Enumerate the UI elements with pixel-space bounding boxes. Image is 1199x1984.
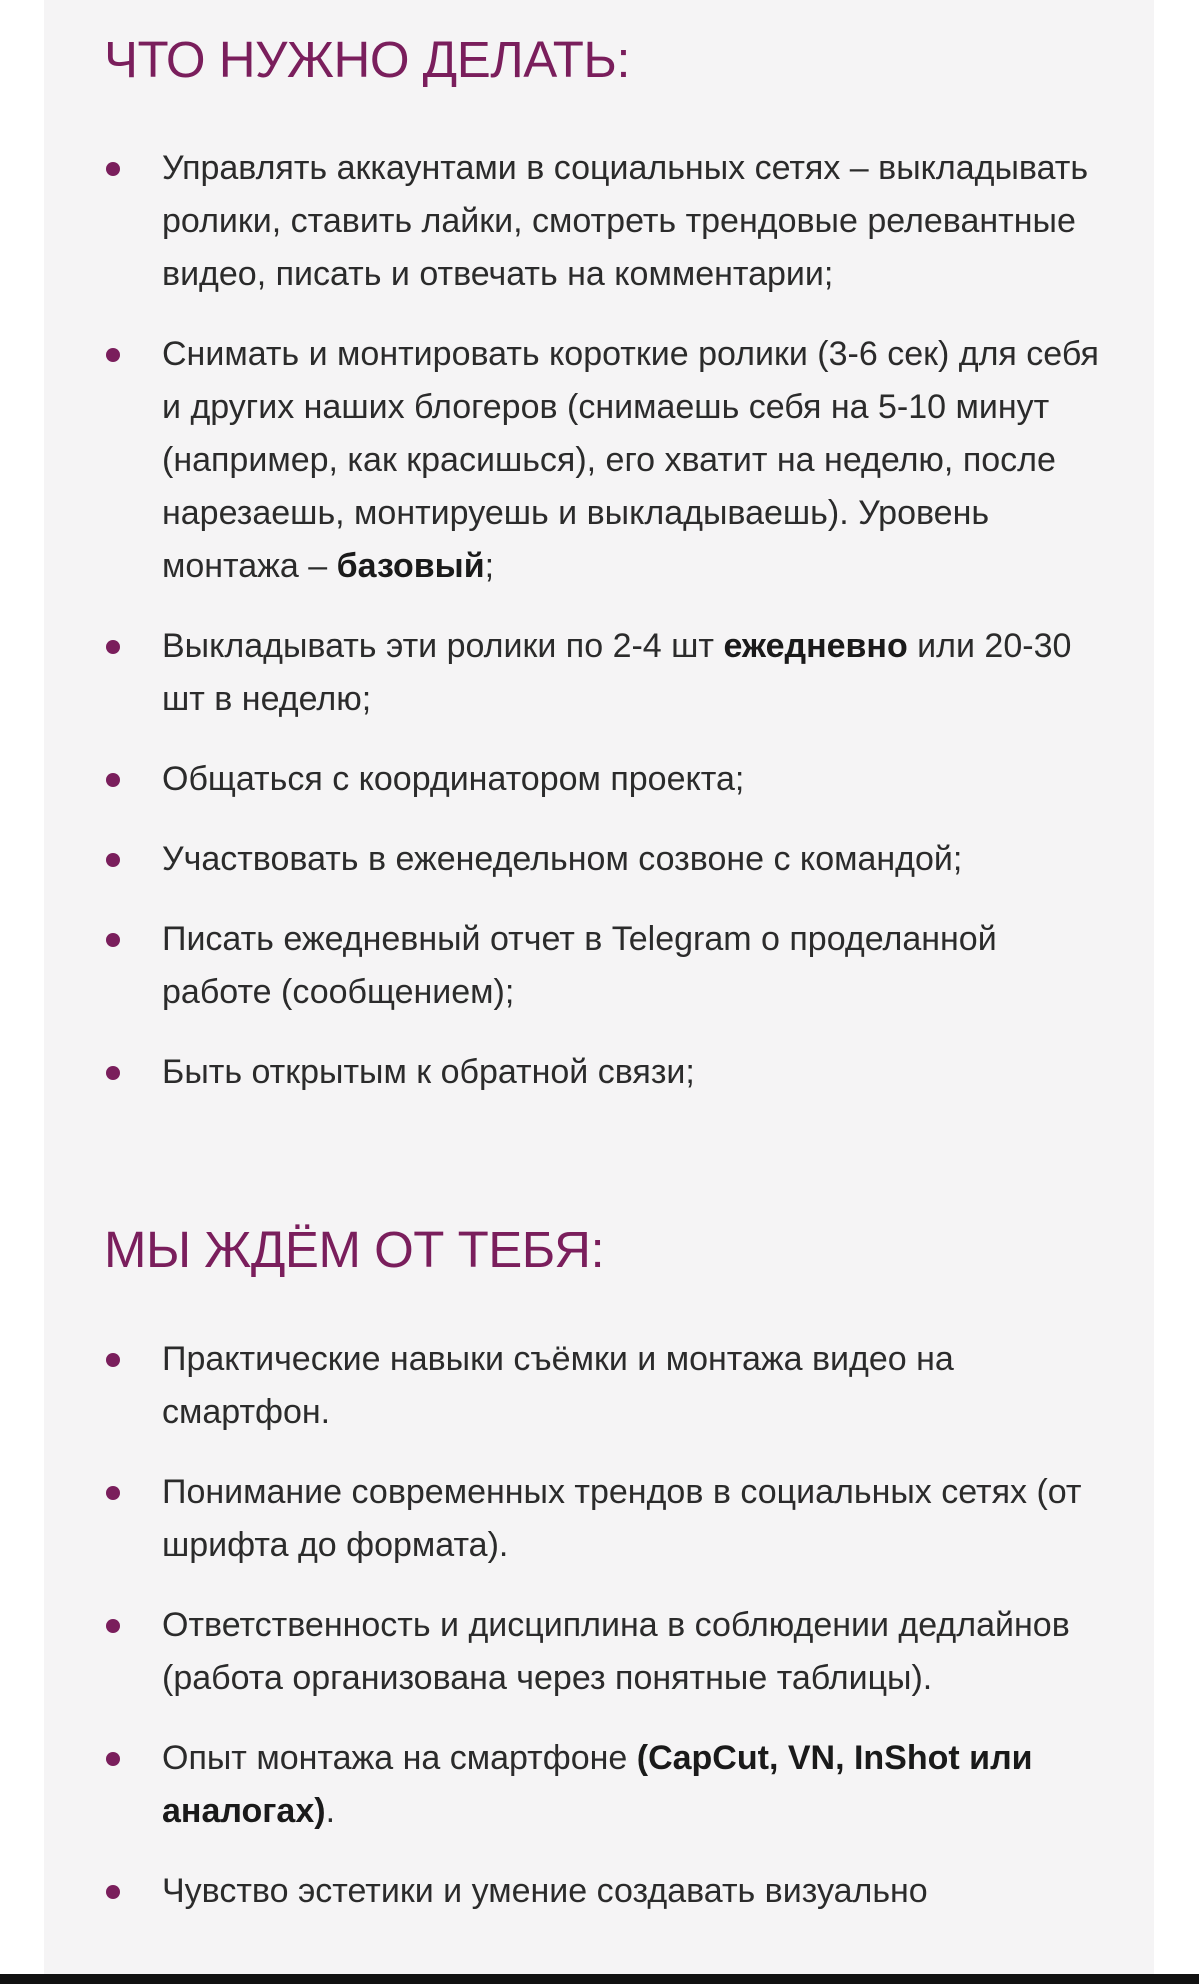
list-item-text: Опыт монтажа на смартфоне: [162, 1739, 637, 1777]
list-item-text-tail: .: [325, 1792, 336, 1830]
section-heading-requirements: МЫ ЖДЁМ ОТ ТЕБЯ:: [104, 1221, 605, 1278]
list-item-text: Понимание современных трендов в социальных сетях (от шрифта до формата).: [162, 1473, 1082, 1564]
bullet-dot-icon: [106, 162, 120, 176]
bullet-dot-icon: [106, 1066, 120, 1080]
bullet-dot-icon: [106, 1486, 120, 1500]
requirements-list: [104, 1333, 1114, 1918]
bullet-dot-icon: [106, 1885, 120, 1899]
duties-list: [104, 142, 1114, 1099]
bullet-dot-icon: [106, 1353, 120, 1367]
list-item: [104, 1865, 1114, 1918]
bullet-dot-icon: [106, 1752, 120, 1766]
list-item: [104, 1732, 1114, 1838]
list-item: [104, 620, 1114, 726]
list-item: [104, 1046, 1114, 1099]
list-item-emphasis: ежедневно: [723, 627, 908, 665]
list-item: [104, 1599, 1114, 1705]
list-item-text: Управлять аккаунтами в социальных сетях – выкладывать ролики, ставить лайки, смотреть трендовые релевантные видео, писать и отвечать на комментарии;: [162, 149, 1089, 293]
list-item: [104, 328, 1114, 593]
list-item-text-tail: или 20-30 шт в неделю;: [162, 627, 1072, 718]
list-item-emphasis: базовый: [336, 547, 485, 585]
list-item-text: Общаться с координатором проекта;: [162, 760, 745, 798]
bullet-dot-icon: [106, 640, 120, 654]
bullet-dot-icon: [106, 1619, 120, 1633]
list-item: [104, 1466, 1114, 1572]
list-item-text: Практические навыки съёмки и монтажа видео на смартфон.: [162, 1340, 954, 1431]
section-requirements: [104, 1210, 1114, 1945]
list-item: [104, 833, 1114, 886]
list-item-emphasis: (CapCut, VN, InShot или аналогах): [162, 1739, 1033, 1830]
list-item-text: Писать ежедневный отчет в Telegram о проделанной работе (сообщением);: [162, 920, 997, 1011]
list-item: [104, 142, 1114, 301]
bullet-dot-icon: [106, 348, 120, 362]
list-item-text: Участвовать в еженедельном созвоне с командой;: [162, 840, 963, 878]
bullet-dot-icon: [106, 933, 120, 947]
bottom-edge-bar: [0, 1974, 1199, 1984]
list-item-text: Быть открытым к обратной связи;: [162, 1053, 695, 1091]
bullet-dot-icon: [106, 853, 120, 867]
section-duties: [104, 20, 1114, 1126]
section-heading-duties: ЧТО НУЖНО ДЕЛАТЬ:: [104, 31, 631, 88]
list-item: [104, 753, 1114, 806]
list-item: [104, 913, 1114, 1019]
list-item: [104, 1333, 1114, 1439]
list-item-text: Ответственность и дисциплина в соблюдении дедлайнов (работа организована через понятные таблицы).: [162, 1606, 1070, 1697]
bullet-dot-icon: [106, 773, 120, 787]
list-item-text: Выкладывать эти ролики по 2-4 шт: [162, 627, 724, 665]
list-item-text: Снимать и монтировать короткие ролики (3-6 сек) для себя и других наших блогеров (снимаешь себя на 5-10 минут (например, как красишься), его хватит на неделю, после нарезаешь, монтируешь и выкладываешь). Уровень монтажа –: [162, 335, 1099, 585]
list-item-text-tail: ;: [484, 547, 495, 585]
list-item-text: Чувство эстетики и умение создавать визуально: [162, 1872, 928, 1910]
